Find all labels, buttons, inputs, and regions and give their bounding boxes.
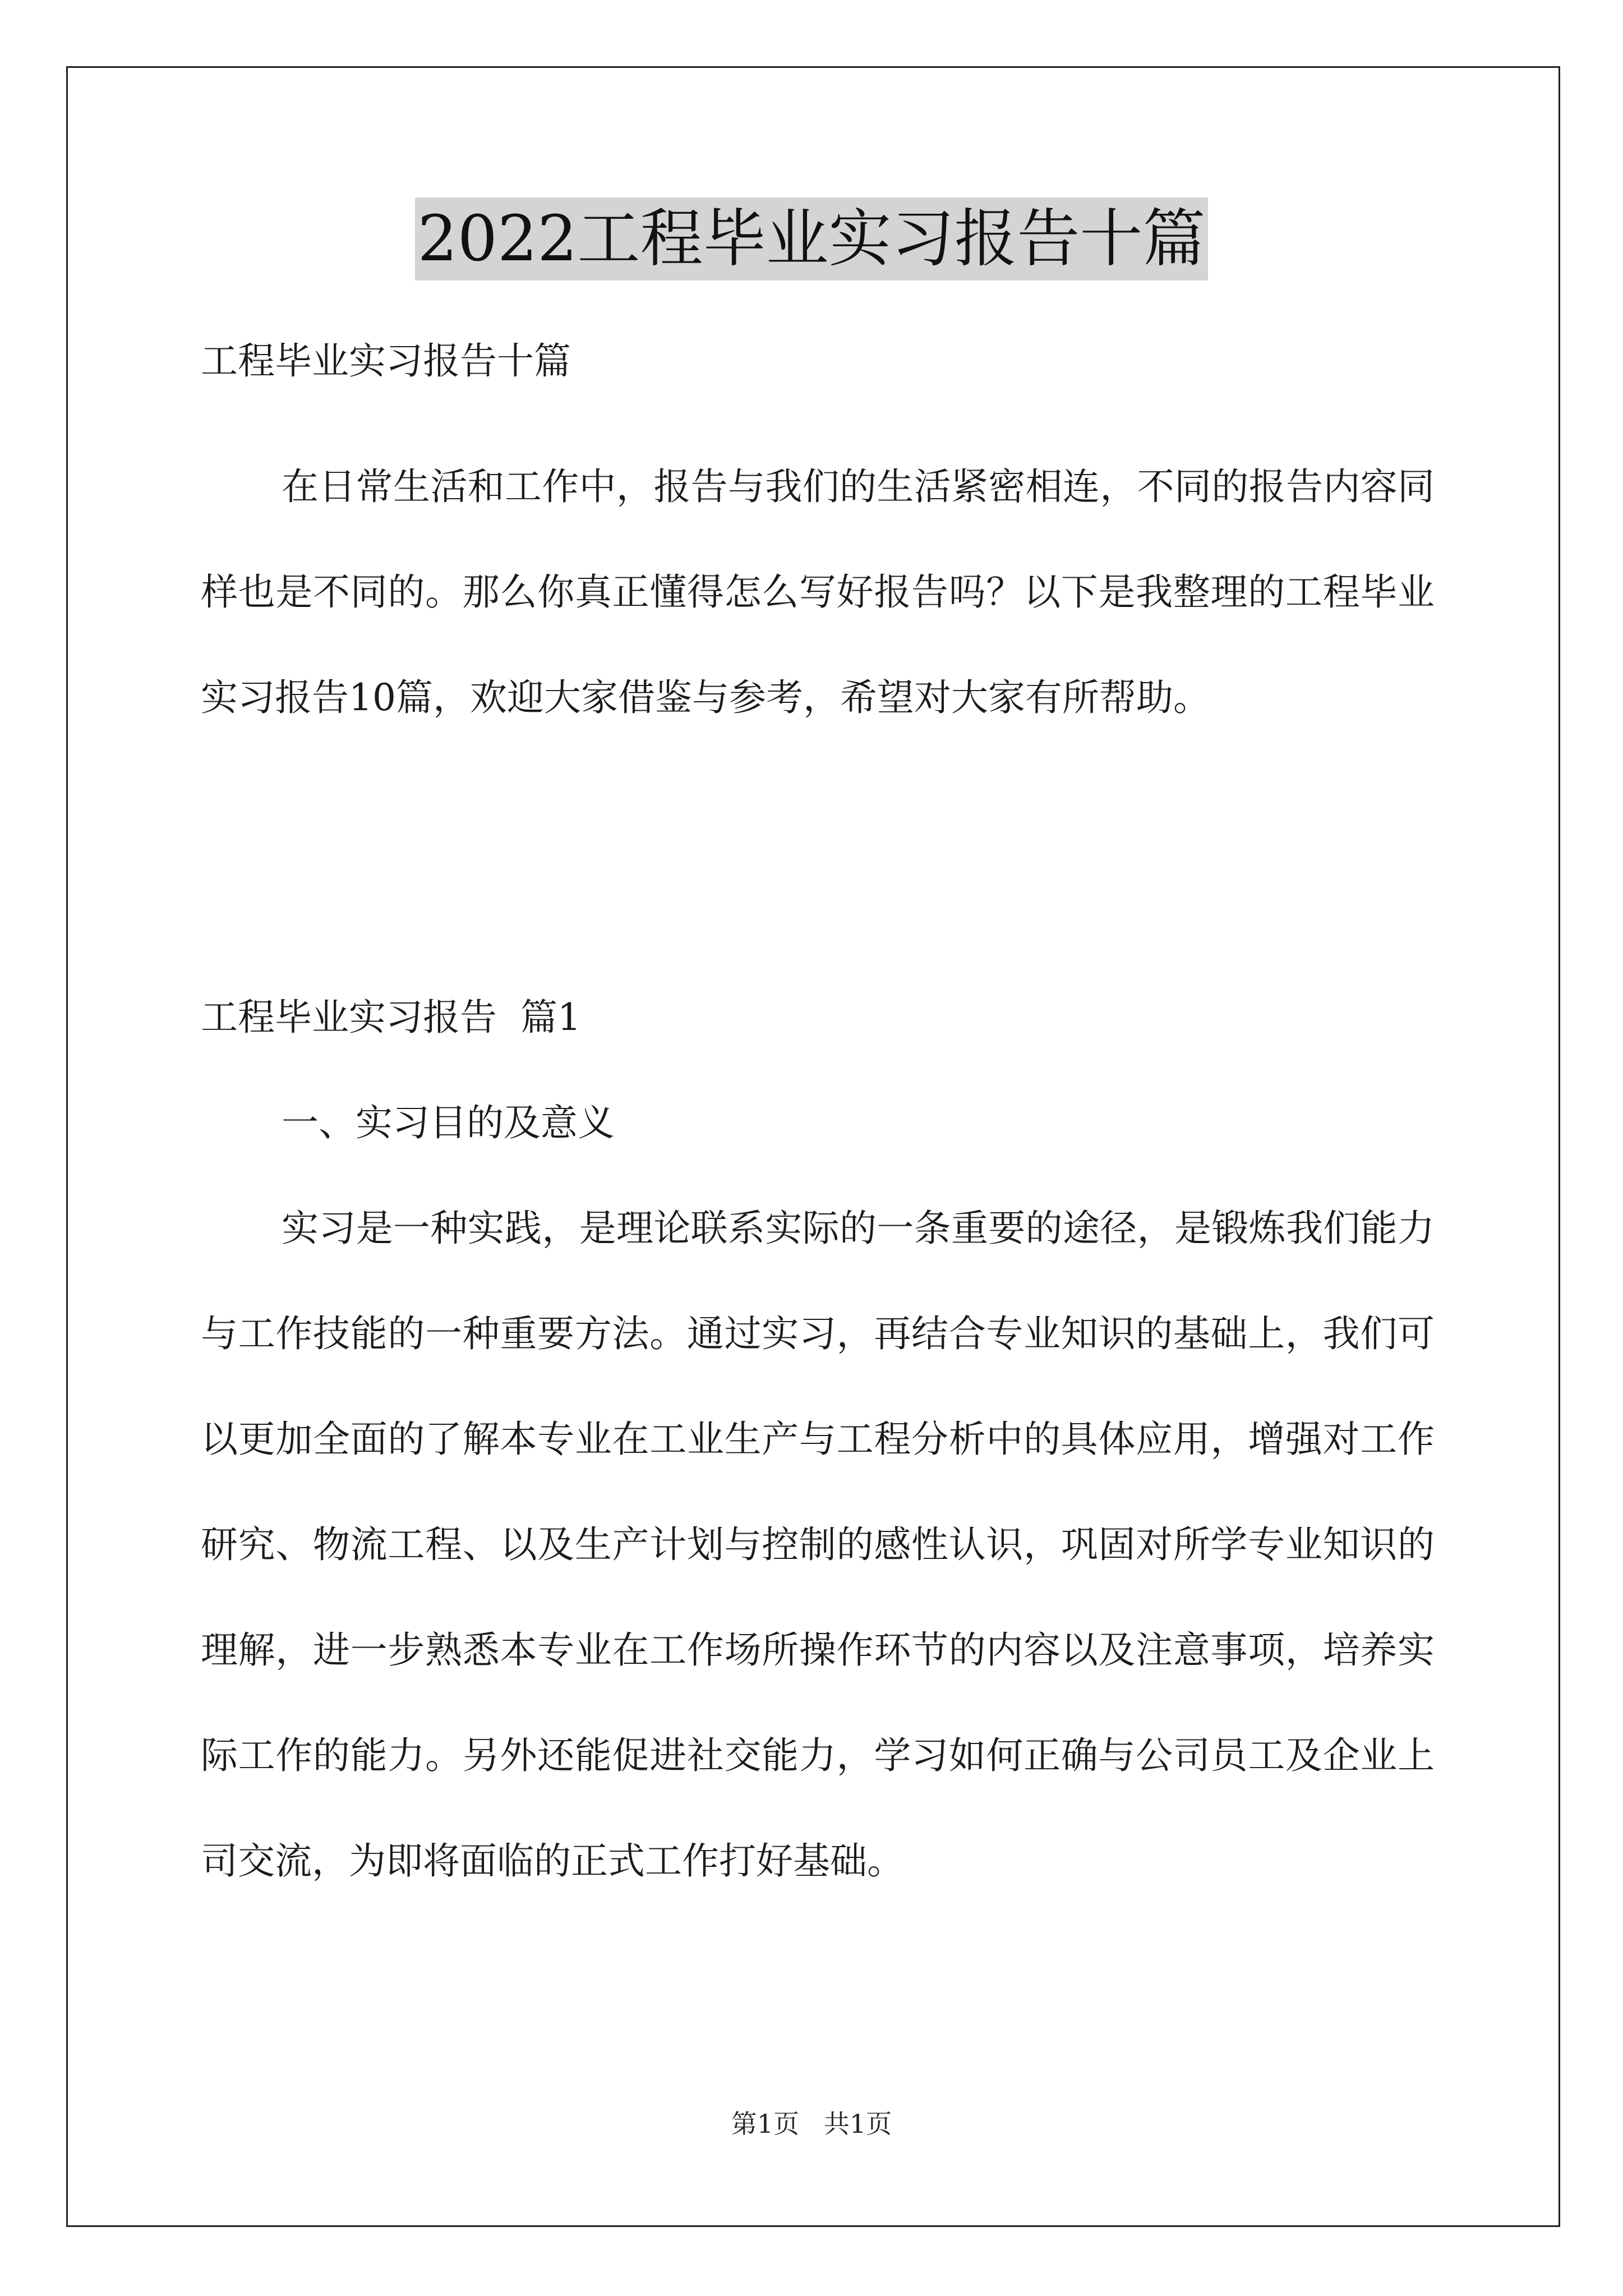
section-heading: 工程毕业实习报告 篇1 bbox=[201, 996, 581, 1039]
page-footer bbox=[0, 2107, 1623, 2141]
title-container bbox=[0, 197, 1623, 280]
document-title: 2022工程毕业实习报告十篇 bbox=[415, 197, 1207, 280]
intro-paragraph: 在日常生活和工作中，报告与我们的生活紧密相连，不同的报告内容同样也是不同的。那么你真正懂得怎么写好报告吗？以下是我整理的工程毕业实习报告10篇，欢迎大家借鉴与参考，希望对大家有所帮助。 bbox=[201, 465, 1435, 719]
sub-heading: 一、实习目的及意义 bbox=[282, 1101, 615, 1144]
page-number: 第1页 共1页 bbox=[731, 2109, 892, 2139]
body-paragraph: 实习是一种实践，是理论联系实际的一条重要的途径，是锻炼我们能力与工作技能的一种重要方法。通过实习，再结合专业知识的基础上，我们可以更加全面的了解本专业在工业生产与工程分析中的具体应用，增强对工作研究、物流工程、以及生产计划与控制的感性认识，巩固对所学专业知识的理解，进一步熟悉本专业在工作场所操作环节的内容以及注意事项，培养实际工作的能力。另外还能促进社交能力，学习如何正确与公司员工及企业上司交流，为即将面临的正式工作打好基础。 bbox=[201, 1207, 1435, 1883]
document-subtitle: 工程毕业实习报告十篇 bbox=[201, 339, 571, 383]
